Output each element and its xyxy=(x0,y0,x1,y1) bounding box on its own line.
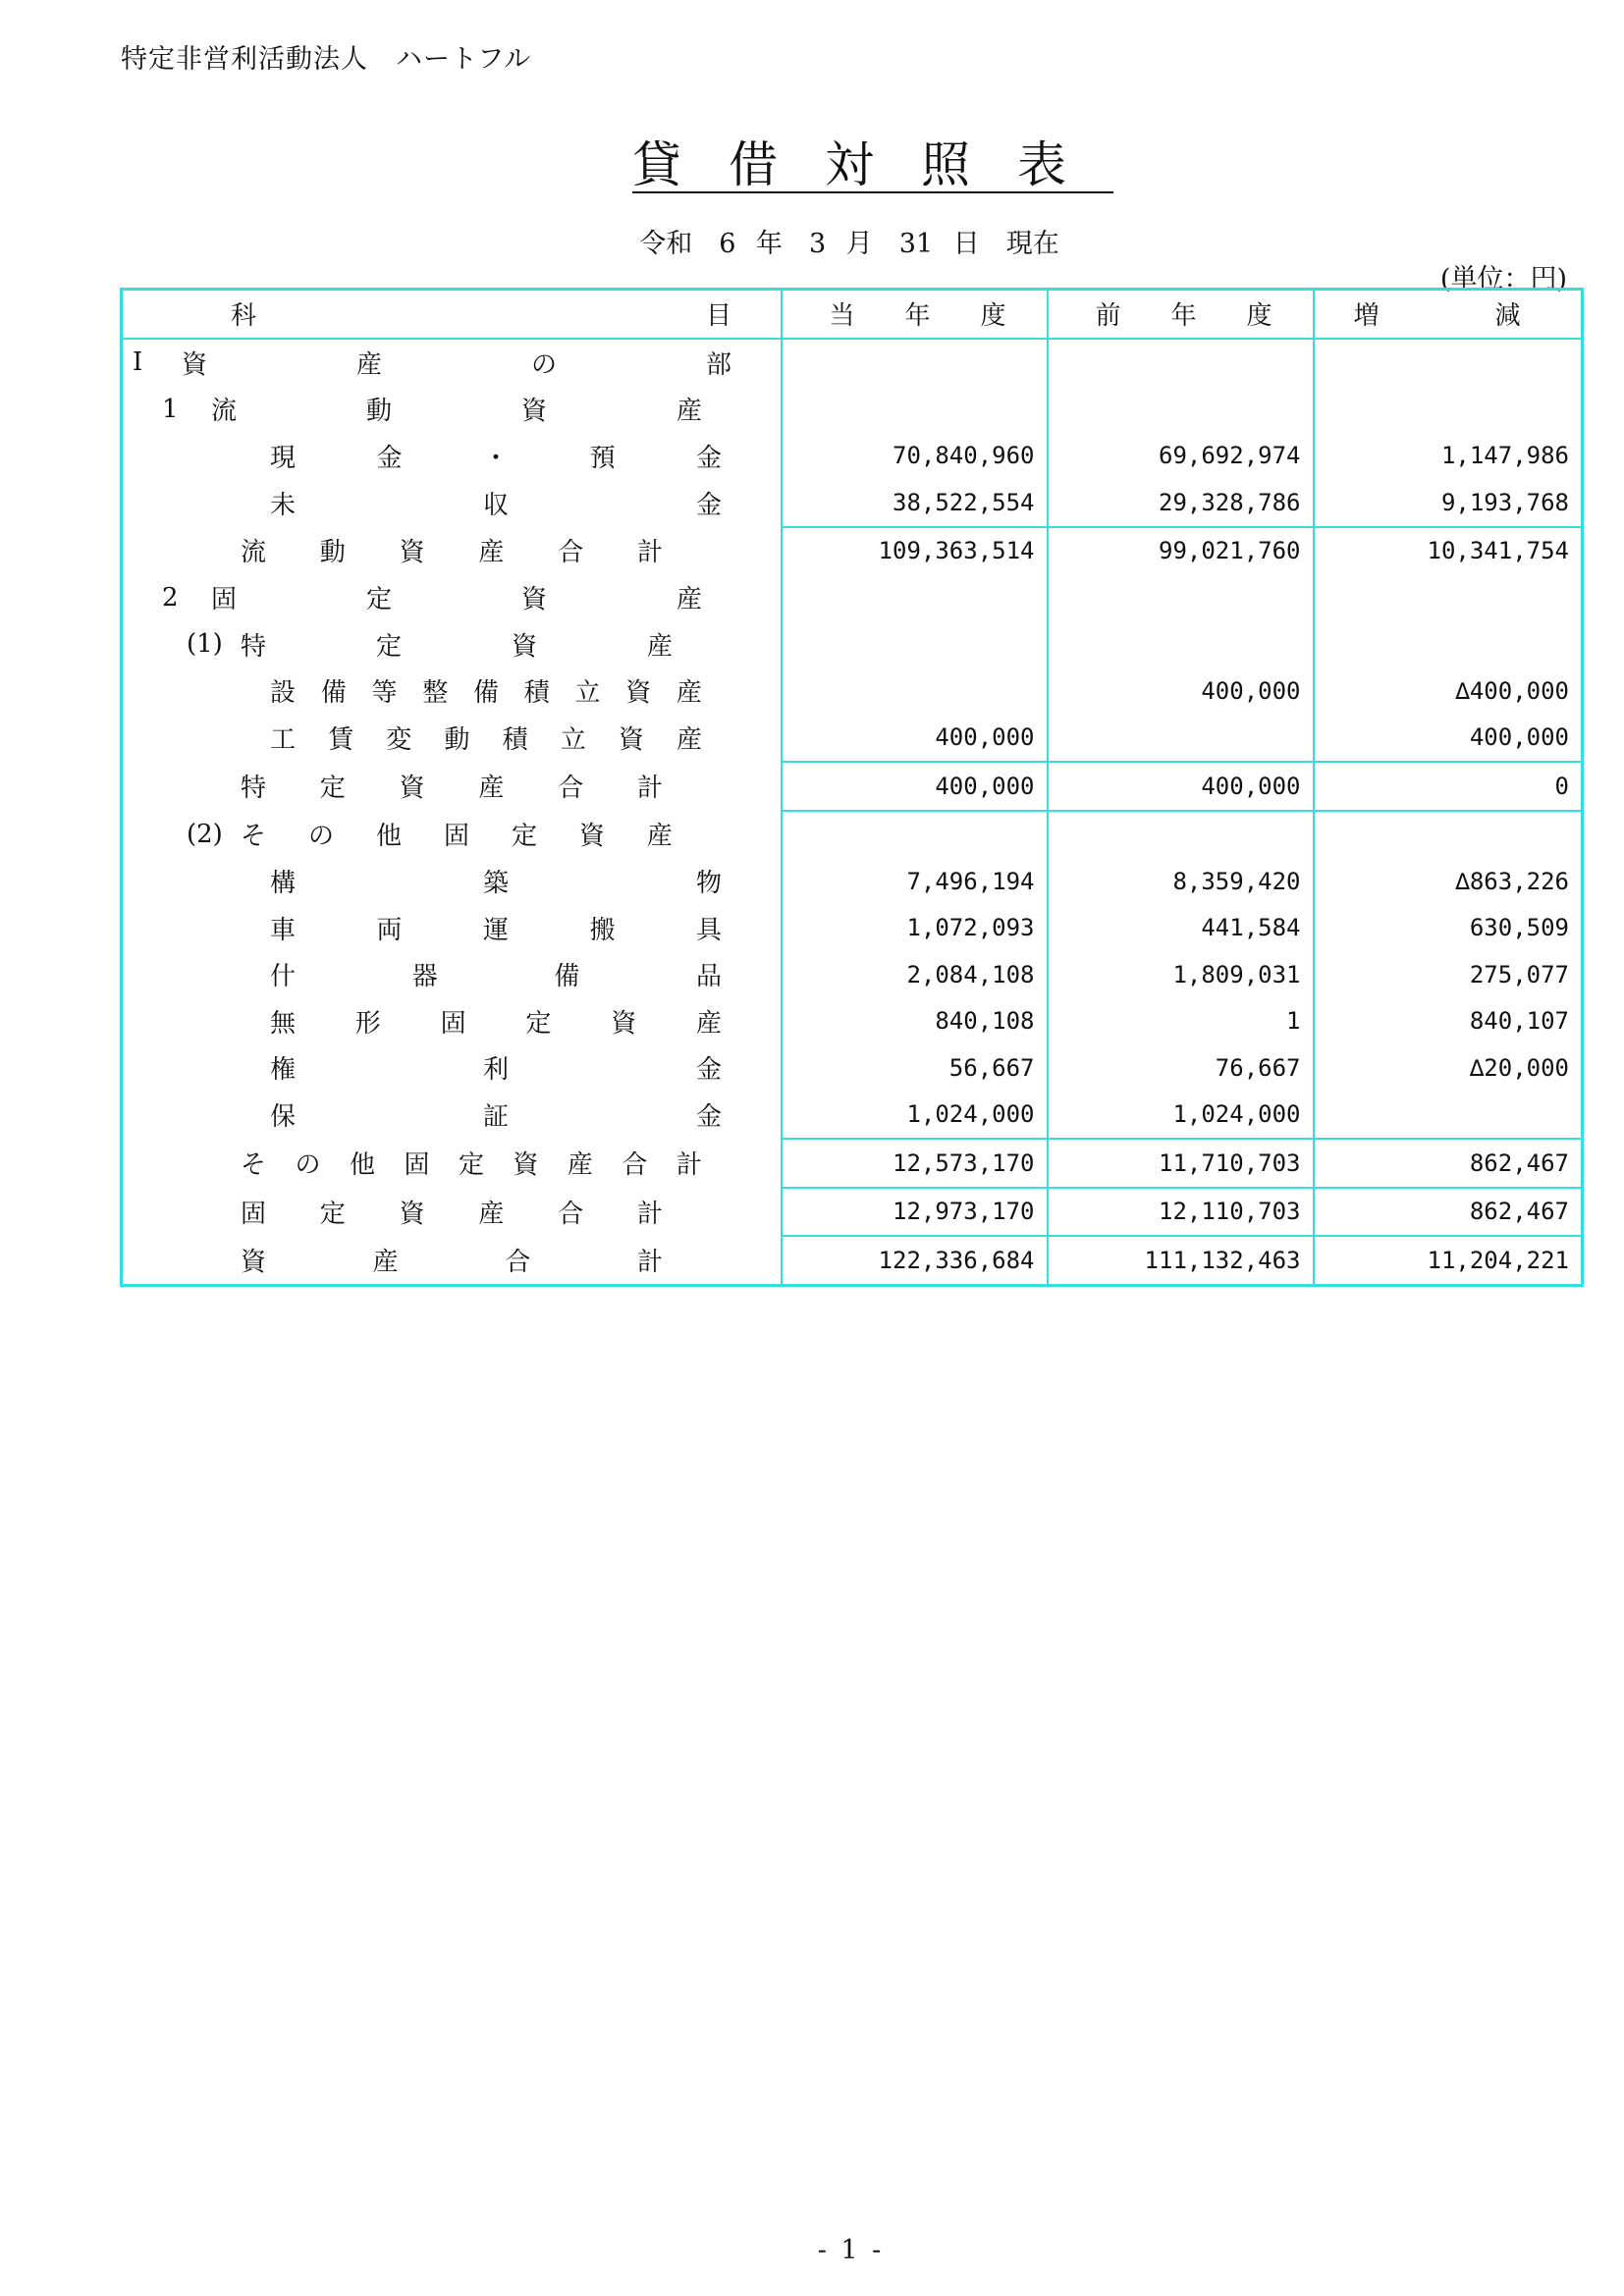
account-label-char: 合 xyxy=(505,1247,531,1277)
current-value: 12,573,170 xyxy=(782,1139,1048,1188)
table-row xyxy=(122,479,1583,527)
account-cell xyxy=(122,339,782,387)
account-label-char: 車 xyxy=(270,915,297,945)
account-label xyxy=(241,626,673,663)
account-label-char: 動 xyxy=(365,397,392,427)
header-change-char: 増 xyxy=(1353,301,1380,332)
previous-value: 441,584 xyxy=(1048,905,1314,952)
previous-value xyxy=(1048,715,1314,763)
current-value: 2,084,108 xyxy=(782,951,1048,998)
account-label xyxy=(270,863,722,899)
account-label-char: 器 xyxy=(411,962,438,992)
change-value: 400,000 xyxy=(1314,715,1583,763)
account-label-char: 運 xyxy=(482,915,509,945)
current-value: 1,024,000 xyxy=(782,1092,1048,1140)
current-value xyxy=(782,386,1048,433)
page-title-text: 貸借対照表 xyxy=(632,136,1113,193)
header-row xyxy=(122,290,1583,339)
account-label-char: 資 xyxy=(513,1150,539,1181)
account-label-char: 証 xyxy=(482,1102,509,1133)
account-label-char: 資 xyxy=(618,725,644,756)
account-label-char: 合 xyxy=(622,1150,648,1181)
header-previous-char: 前 xyxy=(1095,301,1121,332)
account-label-char: 産 xyxy=(695,1008,722,1039)
account-label-char: 未 xyxy=(270,490,297,520)
account-label-char: 固 xyxy=(404,1150,430,1181)
organization-name: 特定非営利活動法人 ハートフル xyxy=(121,44,532,75)
header-current-char: 当 xyxy=(829,301,855,332)
table-row xyxy=(122,621,1583,668)
change-value: 0 xyxy=(1314,762,1583,811)
previous-value: 400,000 xyxy=(1048,762,1314,811)
table-row xyxy=(122,951,1583,998)
account-label-char: 計 xyxy=(636,774,663,804)
account-label-char: 産 xyxy=(355,349,382,380)
unit-label: (単位：円) xyxy=(1439,264,1567,294)
header-previous-year xyxy=(1048,290,1314,339)
change-value: ∆20,000 xyxy=(1314,1044,1583,1092)
account-label-char: 什 xyxy=(270,962,297,992)
account-cell xyxy=(122,1092,782,1140)
account-label xyxy=(270,672,702,709)
account-label xyxy=(270,1003,722,1040)
account-label-char: 金 xyxy=(376,443,403,473)
account-label-char: 流 xyxy=(211,397,238,427)
previous-value: 99,021,760 xyxy=(1048,527,1314,575)
account-label-char: 他 xyxy=(375,822,402,852)
account-cell xyxy=(122,811,782,859)
account-label-char: 産 xyxy=(567,1150,593,1181)
previous-value: 1,809,031 xyxy=(1048,951,1314,998)
previous-value xyxy=(1048,386,1314,433)
current-value: 38,522,554 xyxy=(782,479,1048,527)
account-label-char: 計 xyxy=(676,1150,702,1181)
account-label-char: 備 xyxy=(320,678,347,709)
change-value: 862,467 xyxy=(1314,1139,1583,1188)
account-label xyxy=(270,910,722,946)
change-value xyxy=(1314,621,1583,668)
account-label-char: 産 xyxy=(478,774,505,804)
account-label xyxy=(270,720,702,756)
account-label-char: 具 xyxy=(695,915,722,945)
previous-value: 8,359,420 xyxy=(1048,858,1314,905)
account-label-char: 構 xyxy=(270,869,297,899)
account-label-char: 計 xyxy=(636,1247,663,1277)
table-row xyxy=(122,811,1583,859)
account-label-char: 定 xyxy=(525,1008,552,1039)
account-label-char: 物 xyxy=(695,869,722,899)
account-label-char: 資 xyxy=(182,349,208,380)
account-label-char: 産 xyxy=(676,585,702,615)
account-prefix: 2 xyxy=(162,582,179,613)
current-value: 70,840,960 xyxy=(782,433,1048,480)
change-value: 11,204,221 xyxy=(1314,1236,1583,1285)
account-label-char: 産 xyxy=(676,678,702,709)
header-change xyxy=(1314,290,1583,339)
account-prefix: Ⅰ xyxy=(133,347,143,378)
account-label-char: 固 xyxy=(443,822,469,852)
account-label-char: 定 xyxy=(365,585,392,615)
account-label xyxy=(182,345,731,381)
account-label-char: 資 xyxy=(511,631,537,662)
change-value: 630,509 xyxy=(1314,905,1583,952)
account-cell xyxy=(122,998,782,1045)
account-label xyxy=(211,579,702,615)
header-account xyxy=(122,290,782,339)
change-value: 10,341,754 xyxy=(1314,527,1583,575)
header-current-char: 年 xyxy=(904,301,931,332)
account-label-char: 特 xyxy=(241,774,267,804)
account-label-char: 収 xyxy=(482,490,509,520)
previous-value: 76,667 xyxy=(1048,1044,1314,1092)
account-label xyxy=(270,485,722,521)
account-label-char: の xyxy=(295,1150,321,1181)
account-label-char: 整 xyxy=(422,678,449,709)
current-value: 840,108 xyxy=(782,998,1048,1045)
account-cell xyxy=(122,667,782,715)
account-label-char: 部 xyxy=(705,349,731,380)
account-label xyxy=(270,1096,722,1133)
account-label-char: 等 xyxy=(371,678,398,709)
header-current-char: 度 xyxy=(980,301,1006,332)
previous-value: 1,024,000 xyxy=(1048,1092,1314,1140)
table-row xyxy=(122,339,1583,387)
current-value: 1,072,093 xyxy=(782,905,1048,952)
previous-value: 29,328,786 xyxy=(1048,479,1314,527)
previous-value xyxy=(1048,574,1314,621)
current-value xyxy=(782,339,1048,387)
account-cell xyxy=(122,527,782,575)
table-row xyxy=(122,1236,1583,1285)
account-label-char: 搬 xyxy=(589,915,616,945)
previous-value: 69,692,974 xyxy=(1048,433,1314,480)
account-label xyxy=(241,1145,702,1181)
page-title xyxy=(0,126,1624,196)
account-label-char: 定 xyxy=(458,1150,484,1181)
current-value xyxy=(782,667,1048,715)
account-label xyxy=(241,1194,663,1230)
account-label-char: 計 xyxy=(636,1199,663,1229)
account-label-char: 特 xyxy=(241,631,267,662)
table-row xyxy=(122,433,1583,480)
previous-value: 111,132,463 xyxy=(1048,1236,1314,1285)
account-label-char: 保 xyxy=(270,1102,297,1133)
account-label-char: 他 xyxy=(349,1150,375,1181)
account-label-char: 金 xyxy=(695,490,722,520)
account-label-char: 流 xyxy=(241,538,267,568)
account-label-char: 金 xyxy=(695,1055,722,1086)
account-label-char: 資 xyxy=(241,1247,267,1277)
change-value: ∆400,000 xyxy=(1314,667,1583,715)
account-label-char: 設 xyxy=(270,678,297,709)
account-label-char: そ xyxy=(241,822,267,852)
account-cell xyxy=(122,1139,782,1188)
table-row xyxy=(122,527,1583,575)
balance-sheet-table xyxy=(120,288,1584,1287)
page-number: - 1 - xyxy=(817,2235,882,2266)
change-value xyxy=(1314,339,1583,387)
account-label-char: 合 xyxy=(558,774,584,804)
current-value: 7,496,194 xyxy=(782,858,1048,905)
account-label-char: 動 xyxy=(319,538,346,568)
account-prefix: (1) xyxy=(187,629,223,660)
account-label-char: 固 xyxy=(211,585,238,615)
account-label-char: 金 xyxy=(695,443,722,473)
account-label-char: の xyxy=(530,349,557,380)
account-label-char: の xyxy=(307,822,334,852)
account-label-char: 積 xyxy=(502,725,528,756)
table-row xyxy=(122,858,1583,905)
account-label-char: 資 xyxy=(625,678,652,709)
account-label-char: 品 xyxy=(695,962,722,992)
account-cell xyxy=(122,1044,782,1092)
account-label-char: 産 xyxy=(646,631,673,662)
account-label-char: 定 xyxy=(375,631,402,662)
account-label-char: 固 xyxy=(440,1008,466,1039)
account-label-char: 立 xyxy=(574,678,601,709)
account-label-char: 産 xyxy=(478,538,505,568)
account-label-char: そ xyxy=(241,1150,267,1181)
account-label-char: 定 xyxy=(319,1199,346,1229)
account-prefix: 1 xyxy=(162,394,179,424)
account-cell xyxy=(122,762,782,811)
account-label-char: 動 xyxy=(444,725,470,756)
account-label-char: 変 xyxy=(386,725,412,756)
change-value: 862,467 xyxy=(1314,1188,1583,1237)
current-value: 109,363,514 xyxy=(782,527,1048,575)
header-current-year xyxy=(782,290,1048,339)
account-label xyxy=(241,1242,663,1278)
account-cell xyxy=(122,386,782,433)
account-label-char: 資 xyxy=(578,822,605,852)
change-value xyxy=(1314,574,1583,621)
account-label-char: 備 xyxy=(554,962,580,992)
account-cell xyxy=(122,858,782,905)
current-value: 400,000 xyxy=(782,715,1048,763)
table-row xyxy=(122,762,1583,811)
account-label xyxy=(270,438,722,474)
change-value: 9,193,768 xyxy=(1314,479,1583,527)
table-body xyxy=(122,339,1583,1286)
header-account-char: 科 xyxy=(231,301,257,332)
header-change-char: 減 xyxy=(1494,301,1521,332)
account-label xyxy=(241,768,663,804)
account-cell xyxy=(122,574,782,621)
change-value: 1,147,986 xyxy=(1314,433,1583,480)
account-label-char: 形 xyxy=(354,1008,381,1039)
previous-value: 11,710,703 xyxy=(1048,1139,1314,1188)
account-label xyxy=(241,532,663,568)
current-value: 122,336,684 xyxy=(782,1236,1048,1285)
previous-value xyxy=(1048,811,1314,859)
report-date: 令和 6 年 3 月 31 日 現在 xyxy=(639,229,1059,259)
account-label-char: 合 xyxy=(558,1199,584,1229)
current-value xyxy=(782,574,1048,621)
account-label xyxy=(270,1049,722,1086)
account-label-char: 資 xyxy=(399,774,425,804)
header-account-char: 目 xyxy=(705,301,731,332)
account-label-char: 預 xyxy=(589,443,616,473)
account-cell xyxy=(122,479,782,527)
account-label-char: 立 xyxy=(560,725,586,756)
account-label-char: 定 xyxy=(511,822,537,852)
current-value: 56,667 xyxy=(782,1044,1048,1092)
account-cell xyxy=(122,621,782,668)
account-cell xyxy=(122,1188,782,1237)
account-cell xyxy=(122,433,782,480)
previous-value: 400,000 xyxy=(1048,667,1314,715)
account-label-char: 産 xyxy=(646,822,673,852)
account-label xyxy=(211,391,702,427)
previous-value xyxy=(1048,339,1314,387)
change-value: ∆863,226 xyxy=(1314,858,1583,905)
account-cell xyxy=(122,1236,782,1285)
account-label-char: 産 xyxy=(676,725,702,756)
account-label-char: 固 xyxy=(241,1199,267,1229)
table-row xyxy=(122,574,1583,621)
account-label-char: 産 xyxy=(676,397,702,427)
account-label-char: 産 xyxy=(478,1199,505,1229)
account-cell xyxy=(122,905,782,952)
current-value: 12,973,170 xyxy=(782,1188,1048,1237)
account-label-char: 工 xyxy=(270,725,297,756)
table-row xyxy=(122,905,1583,952)
current-value xyxy=(782,811,1048,859)
account-label-char: 無 xyxy=(270,1008,297,1039)
current-value xyxy=(782,621,1048,668)
account-label-char: 両 xyxy=(376,915,403,945)
change-value xyxy=(1314,1092,1583,1140)
account-label-char: 定 xyxy=(319,774,346,804)
change-value: 275,077 xyxy=(1314,951,1583,998)
account-cell xyxy=(122,951,782,998)
account-label-char: 賃 xyxy=(328,725,354,756)
account-label-char: 資 xyxy=(399,538,425,568)
account-label-char: 利 xyxy=(482,1055,509,1086)
account-label-char: 資 xyxy=(520,397,547,427)
account-label-char: ・ xyxy=(482,443,509,473)
previous-value: 1 xyxy=(1048,998,1314,1045)
previous-value xyxy=(1048,621,1314,668)
change-value xyxy=(1314,811,1583,859)
account-cell xyxy=(122,715,782,763)
header-previous-char: 年 xyxy=(1170,301,1197,332)
table-row xyxy=(122,998,1583,1045)
table-row xyxy=(122,1044,1583,1092)
header-previous-char: 度 xyxy=(1246,301,1272,332)
account-label-char: 産 xyxy=(372,1247,399,1277)
account-label xyxy=(241,816,673,852)
account-label-char: 計 xyxy=(636,538,663,568)
table-row xyxy=(122,667,1583,715)
account-label-char: 備 xyxy=(472,678,499,709)
account-label-char: 資 xyxy=(520,585,547,615)
table-row xyxy=(122,1188,1583,1237)
account-prefix: (2) xyxy=(187,819,223,849)
current-value: 400,000 xyxy=(782,762,1048,811)
account-label-char: 築 xyxy=(482,869,509,899)
table-row xyxy=(122,715,1583,763)
change-value xyxy=(1314,386,1583,433)
previous-value: 12,110,703 xyxy=(1048,1188,1314,1237)
account-label-char: 現 xyxy=(270,443,297,473)
change-value: 840,107 xyxy=(1314,998,1583,1045)
account-label-char: 積 xyxy=(523,678,550,709)
account-label xyxy=(270,956,722,992)
account-label-char: 金 xyxy=(695,1102,722,1133)
account-label-char: 資 xyxy=(399,1199,425,1229)
account-label-char: 権 xyxy=(270,1055,297,1086)
table-row xyxy=(122,1092,1583,1140)
account-label-char: 資 xyxy=(611,1008,637,1039)
table-row xyxy=(122,1139,1583,1188)
table-row xyxy=(122,386,1583,433)
account-label-char: 合 xyxy=(558,538,584,568)
